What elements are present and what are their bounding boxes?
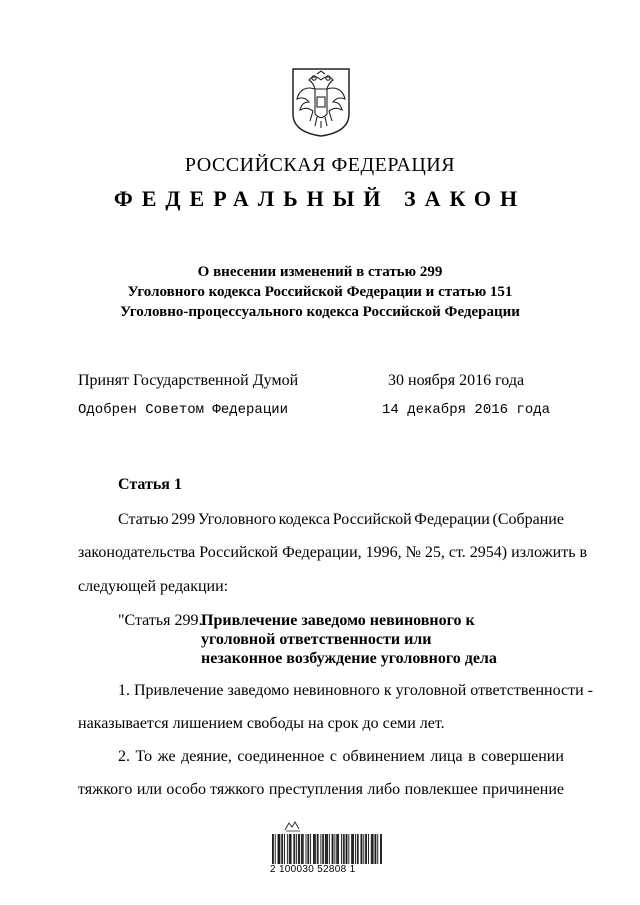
barcode-bar [380, 834, 381, 864]
word: 2. [118, 748, 130, 765]
barcode-bar [344, 834, 345, 864]
barcode-bar [336, 834, 337, 864]
duma-adoption-date: 30 ноября 2016 года [388, 372, 525, 389]
barcode-bar [343, 834, 344, 864]
barcode-bar [325, 834, 326, 864]
word: причинение [482, 781, 564, 798]
barcode-bar [301, 834, 302, 864]
barcode-bar [293, 834, 294, 864]
barcode-bar [327, 834, 328, 864]
law-title-line-3: Уголовно-процессуального кодекса Российской Федерации [120, 304, 520, 320]
barcode-bar [275, 834, 276, 864]
word: или [136, 781, 162, 798]
word: лица [430, 748, 463, 765]
barcode-bar [289, 834, 290, 864]
barcode-bar [348, 834, 349, 864]
barcode-bar [273, 834, 274, 864]
barcode-bar [352, 834, 353, 864]
quoted-article-title-line-1: Привлечение заведомо невиновного к [201, 612, 475, 629]
barcode-bar [279, 834, 280, 864]
word: 299 [171, 511, 196, 528]
country-name: РОССИЙСКАЯ ФЕДЕРАЦИЯ [184, 154, 456, 176]
barcode-bar [334, 834, 335, 864]
barcode-bar [363, 834, 364, 864]
stamp-mark-icon [283, 820, 303, 832]
barcode-bar [377, 834, 378, 864]
barcode-bar [329, 834, 330, 864]
paragraph-2-line-2 [78, 781, 564, 799]
word: с [329, 748, 338, 765]
barcode-bar [365, 834, 366, 864]
barcode-number: 2 100030 52808 1 [270, 864, 356, 875]
barcode-bar [284, 834, 285, 864]
quoted-article-prefix: "Статья 299. [118, 612, 203, 629]
quoted-article-title-line-2: уголовной ответственности или [201, 631, 432, 648]
barcode-bar [358, 834, 359, 864]
barcode-bar [338, 834, 339, 864]
word: Статью [118, 511, 169, 528]
barcode-bar [281, 834, 282, 864]
barcode-bar [302, 834, 303, 864]
barcode-bar [375, 834, 376, 864]
word: (Собрание [492, 511, 564, 528]
word: повлекшее [404, 781, 478, 798]
barcode-bar [313, 834, 314, 864]
barcode-bar [366, 834, 367, 864]
paragraph-1-line-1: 1. Привлечение заведомо невиновного к уголовной ответственности - [118, 682, 593, 699]
barcode-bar [320, 834, 321, 864]
quoted-article-title-line-3: незаконное возбуждение уголовного дела [201, 650, 497, 667]
barcode-bar [373, 834, 374, 864]
paragraph-1-line-2: наказывается лишением свободы на срок до семи лет. [78, 715, 445, 732]
barcode-bar [291, 834, 292, 864]
law-title-line-1: О внесении изменений в статью 299 [197, 264, 443, 280]
barcode-bar [361, 834, 362, 864]
barcode-bar [337, 834, 338, 864]
barcode-bar [303, 834, 304, 864]
barcode-bar [294, 834, 295, 864]
council-approval-label: Одобрен Советом Федерации [78, 402, 289, 418]
coat-of-arms-emblem [290, 66, 352, 138]
barcode-bar [287, 834, 288, 864]
word: То [135, 748, 153, 765]
article-1-intro-line-3: следующей редакции: [78, 578, 229, 595]
barcode-bar [307, 834, 308, 864]
word: Уголовного [197, 511, 276, 528]
word: особо тяжкого [166, 781, 265, 798]
barcode-bar [282, 834, 283, 864]
barcode-bar [323, 834, 324, 864]
barcode-bar [371, 834, 372, 864]
barcode-bar [381, 834, 382, 864]
barcode-bar [346, 834, 347, 864]
barcode-bar [310, 834, 311, 864]
word: Российской [332, 511, 412, 528]
barcode-bar [318, 834, 319, 864]
law-title-line-2: Уголовного кодекса Российской Федерации и статью 151 [127, 284, 513, 300]
article-1-heading: Статья 1 [118, 476, 182, 493]
word: Федерации [414, 511, 490, 528]
word: же [157, 748, 176, 765]
council-approval-date: 14 декабря 2016 года [382, 402, 551, 418]
barcode-bar [272, 834, 273, 864]
word: совершении [481, 748, 564, 765]
paragraph-2-line-1 [118, 748, 564, 766]
barcode-bar [322, 834, 323, 864]
word: преступления [268, 781, 363, 798]
barcode-bar [278, 834, 279, 864]
article-1-intro-line-1 [118, 511, 564, 529]
barcode-bar [296, 834, 297, 864]
word: кодекса [278, 511, 331, 528]
barcode-bar [341, 834, 342, 864]
word: либо [367, 781, 401, 798]
barcode-bar [355, 834, 356, 864]
barcode-bar [299, 834, 300, 864]
barcode-bar [351, 834, 352, 864]
barcode-bar [298, 834, 299, 864]
barcode-bar [368, 834, 369, 864]
word: тяжкого [78, 781, 133, 798]
barcode-bar [333, 834, 334, 864]
barcode-bar [326, 834, 327, 864]
barcode-bar [317, 834, 318, 864]
word: деяние, [181, 748, 232, 765]
barcode-bar [279, 834, 280, 864]
barcode-bar [315, 834, 316, 864]
barcode-bar [357, 834, 358, 864]
barcode-bar [290, 834, 291, 864]
barcode-bar [375, 834, 376, 864]
barcode-bar [332, 834, 333, 864]
word: в [468, 748, 476, 765]
barcode-bar [372, 834, 373, 864]
barcode-bar [308, 834, 309, 864]
document-type: ФЕДЕРАЛЬНЫЙ ЗАКОН [113, 186, 527, 211]
article-1-intro-line-2: законодательства Российской Федерации, 1996, № 25, ст. 2954) изложить в [78, 544, 588, 561]
word: соединенное [237, 748, 325, 765]
barcode [272, 834, 382, 864]
barcode-bar [361, 834, 362, 864]
duma-adoption-label: Принят Государственной Думой [78, 372, 299, 389]
word: обвинением [342, 748, 425, 765]
barcode-bar [306, 834, 307, 864]
barcode-bar [347, 834, 348, 864]
barcode-bar [314, 834, 315, 864]
barcode-bar [353, 834, 354, 864]
